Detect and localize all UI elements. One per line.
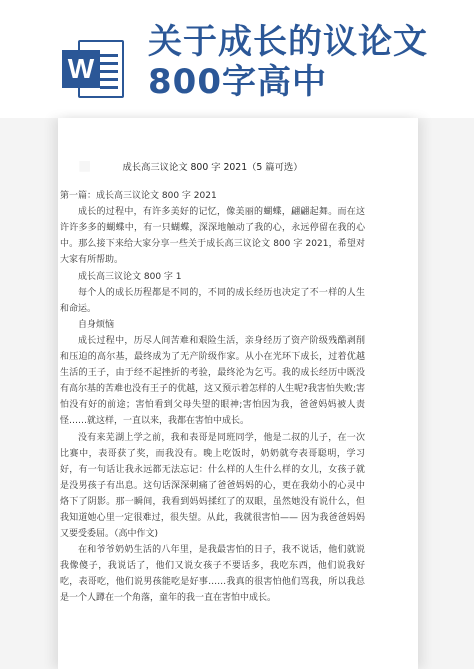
paragraph: 没有来芜湖上学之前，我和表哥是同班同学，他是二叔的儿子，在一次比赛中，表哥获了奖，而我没有。晚上吃饭时，奶奶就夸表哥聪明，学习好，有一句话让我永远都无法忘记：什么样的人生什么样的女儿，女孩子就是没男孩子有出息。这句话深深刺痛了爸爸妈妈的心，更在我幼小的心灵中烙下了阴影。那一瞬间，我看到妈妈揉红了的双眼，虽然她没有说什么，但我知道她心里一定很难过，很失望。从此，我就很害怕—— 因为我爸爸妈妈又要受委屈。（高中作文) <box>60 432 365 540</box>
word-icon-badge: W <box>62 50 100 88</box>
subheading: 成长高三议论文 800 字 1 <box>78 271 182 282</box>
title-line-1: 关于成长的议论文 <box>148 22 428 62</box>
paragraph: 成长的过程中，有许多美好的记忆，像美丽的蝴蝶，翩翩起舞。而在这许许多多的蝴蝶中，有一只蝴蝶，深深地触动了我的心，永远停留在我的心中。那么接下来给大家分享一些关于成长高三议论文 800 字 2021，希望对大家有所帮助。 <box>60 207 365 266</box>
page-title <box>148 22 468 102</box>
document-body <box>60 160 365 660</box>
word-document-icon <box>62 38 126 100</box>
title-line-2: 800字高中 <box>148 62 327 102</box>
subheading: 自身烦恼 <box>78 319 115 330</box>
paragraph: 成长过程中，历尽人间苦难和艰险生活，亲身经历了资产阶级残酷剥削和压迫的高尔基，最终成为了无产阶级作家。从小在光环下成长，过着优越生活的王子，由于经不起挫折的考验，最终沦为乞丐。我的成长经历中既没有高尔基的苦难也没有王子的优越，这又预示着怎样的人生呢?我害怕失败;害怕没有好的前途；害怕看到父母失望的眼神;害怕因为我，爸爸妈妈被人责怪……就这样，一直以来，我都在害怕中成长。 <box>60 335 365 427</box>
header-banner <box>0 0 474 118</box>
document-title: 成长高三议论文 800 字 2021（5 篇可选） <box>122 162 303 173</box>
section-heading: 第一篇：成长高三议论文 800 字 2021 <box>60 191 217 202</box>
paragraph: 在和爷爷奶奶生活的八年里，是我最害怕的日子，我不说话，他们就说我像傻子，我说话了，他们又说女孩子不要话多，我吃东西，他们说我好吃，表哥吃，他们说男孩能吃是好事……我真的很害怕他们骂我，所以我总是一个人蹲在一个角落，童年的我一直在害怕中成长。 <box>60 545 365 604</box>
paragraph: 每个人的成长历程都是不同的，不同的成长经历也决定了不一样的人生和命运。 <box>60 287 365 314</box>
